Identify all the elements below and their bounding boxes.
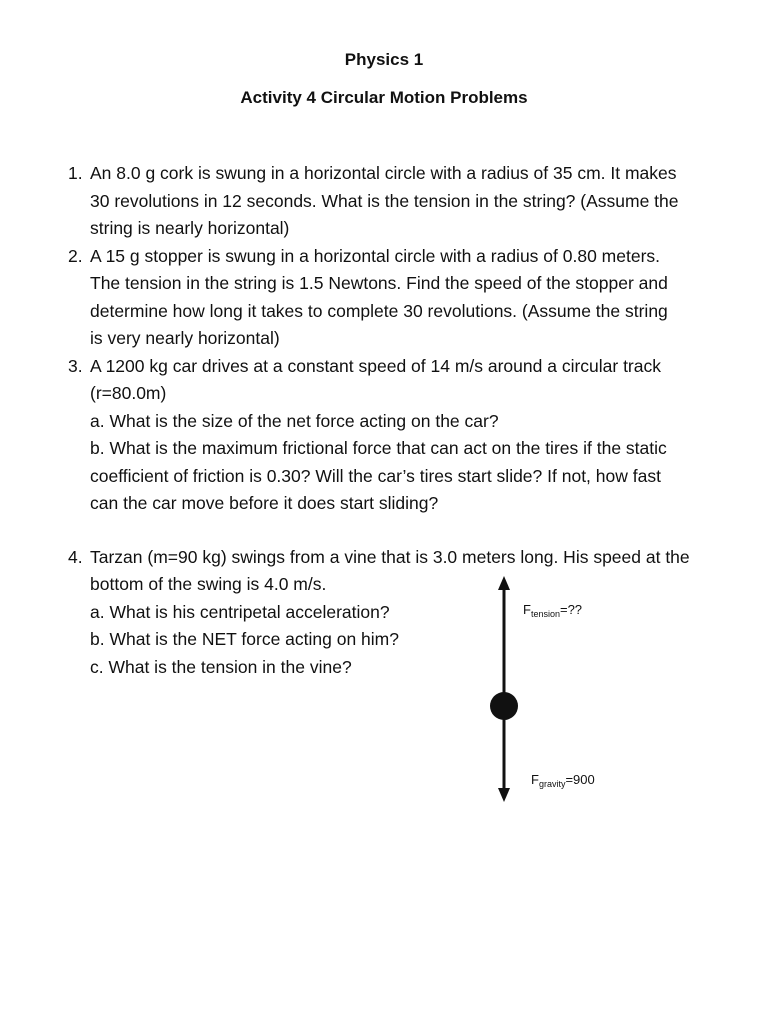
problem-text-line: coefficient of friction is 0.30? Will the car’s tires start slide? If not, how fast (90, 465, 661, 486)
problem-1 (68, 160, 728, 243)
tension-force-value: =?? (559, 602, 583, 617)
gravity-force-label (531, 772, 595, 789)
problem-text-line: b. What is the maximum frictional force that can act on the tires if the static (90, 438, 667, 458)
tension-arrow-head (498, 576, 510, 590)
gravity-force-subscript: gravity (538, 779, 566, 789)
problem-text-line: a. What is the size of the net force acting on the car? (90, 410, 499, 431)
problem-2 (68, 243, 728, 353)
problem-text-line: A 15 g stopper is swung in a horizontal circle with a radius of 0.80 meters. (90, 245, 661, 266)
problem-number: 4. (68, 546, 83, 567)
problem-text-line: can the car move before it does start sliding? (90, 493, 439, 513)
problem-text-line: A 1200 kg car drives at a constant speed of 14 m/s around a circular track (90, 355, 661, 376)
problem-text-line: is very nearly horizontal) (90, 328, 280, 348)
problem-text-line: a. What is his centripetal acceleration? (90, 601, 390, 622)
page-subtitle: Activity 4 Circular Motion Problems (240, 88, 528, 107)
tension-force-label (523, 602, 582, 619)
problem-text-line: c. What is the tension in the vine? (90, 656, 352, 677)
problem-number: 3. (68, 355, 83, 376)
tension-force-subscript: tension (530, 609, 560, 619)
problem-text-line: 30 revolutions in 12 seconds. What is the tension in the string? (Assume the (90, 190, 679, 211)
problem-number: 1. (68, 163, 83, 183)
problem-text-line: An 8.0 g cork is swung in a horizontal circle with a radius of 35 cm. It makes (90, 163, 677, 183)
gravity-arrow-head (498, 788, 510, 802)
tension-force-symbol: F (523, 602, 531, 617)
problem-text-line: string is nearly horizontal) (90, 218, 290, 238)
tarzan-mass-dot (490, 692, 518, 720)
gravity-force-symbol: F (531, 772, 539, 787)
problem-3 (68, 353, 728, 518)
page-title: Physics 1 (344, 50, 424, 69)
problem-text-line: The tension in the string is 1.5 Newtons. Find the speed of the stopper and (90, 273, 668, 293)
gravity-force-value: =900 (565, 772, 595, 787)
problem-text-line: bottom of the swing is 4.0 m/s. (90, 574, 327, 594)
problem-text-line: determine how long it takes to complete 30 revolutions. (Assume the string (90, 300, 668, 321)
problem-text-line: b. What is the NET force acting on him? (90, 629, 399, 649)
problem-text-line: (r=80.0m) (90, 383, 167, 403)
problem-number: 2. (68, 245, 83, 266)
problem-text-line: Tarzan (m=90 kg) swings from a vine that is 3.0 meters long. His speed at the (90, 546, 690, 567)
